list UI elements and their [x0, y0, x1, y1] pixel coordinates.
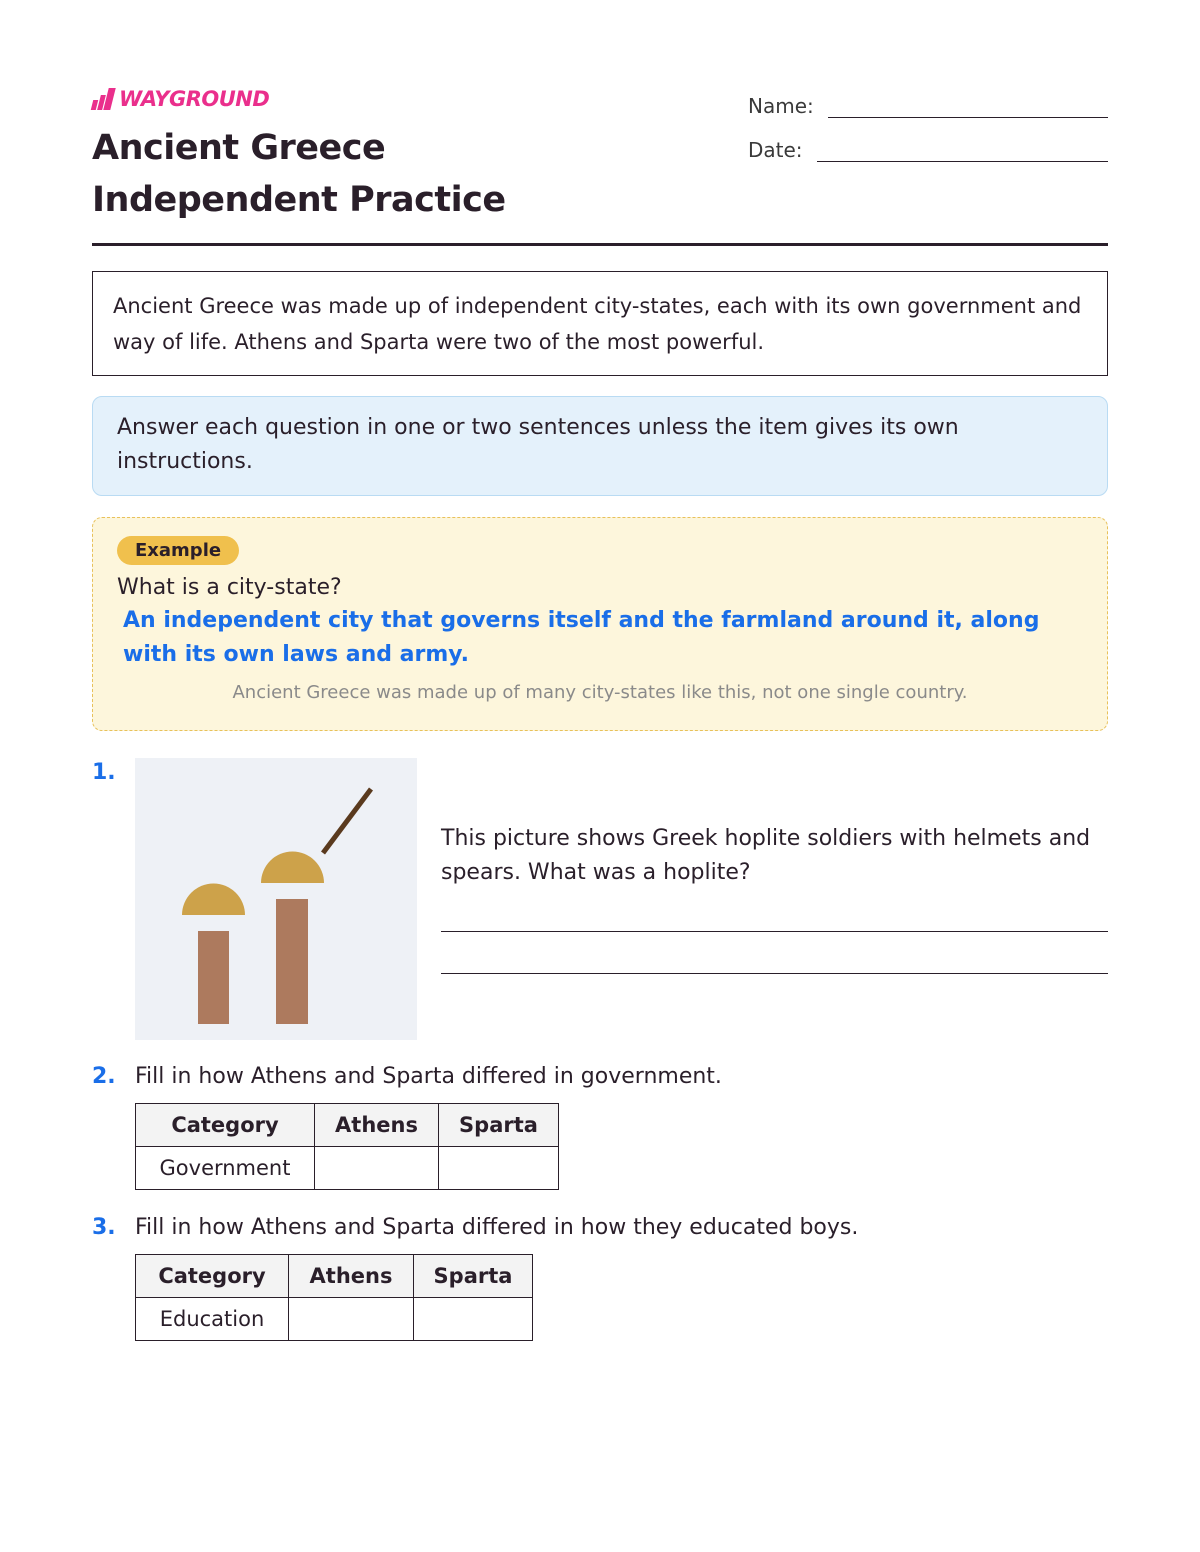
table-row	[136, 1298, 533, 1341]
athens-answer-cell[interactable]	[289, 1298, 414, 1341]
example-answer: An independent city that governs itself and the farmland around it, along with its own laws and army.	[123, 608, 1040, 667]
helmet-shape-left	[182, 884, 245, 916]
instructions-box: Answer each question in one or two sentences unless the item gives its own instructions.	[92, 396, 1108, 496]
example-box	[92, 517, 1108, 731]
example-badge: Example	[117, 536, 239, 565]
name-label: Name:	[748, 94, 814, 118]
column-header-athens: Athens	[289, 1255, 414, 1298]
header-divider	[92, 243, 1108, 246]
column-header-athens: Athens	[315, 1104, 439, 1147]
government-table	[135, 1103, 559, 1190]
table-row	[136, 1147, 559, 1190]
hoplite-illustration	[135, 758, 417, 1040]
intro-passage: Ancient Greece was made up of independent city-states, each with its own government and way of life. Athens and Sparta were two of the most powerful.	[92, 271, 1108, 376]
column-header-category: Category	[136, 1104, 315, 1147]
question-3-number: 3.	[92, 1215, 116, 1240]
example-question: What is a city-state?	[117, 575, 342, 600]
example-note: Ancient Greece was made up of many city-states like this, not one single country.	[232, 682, 968, 703]
table-header-row	[136, 1255, 533, 1298]
education-table	[135, 1254, 533, 1341]
name-line[interactable]	[828, 94, 1108, 118]
date-label: Date:	[748, 138, 803, 162]
column-header-category: Category	[136, 1255, 289, 1298]
hoplite-picture	[135, 758, 417, 1040]
question-3-text: Fill in how Athens and Sparta differed in how they educated boys.	[135, 1215, 859, 1240]
table-header-row	[136, 1104, 559, 1147]
brand-logo-icon	[92, 88, 113, 110]
answer-line-1[interactable]	[441, 931, 1108, 932]
question-2-number: 2.	[92, 1064, 116, 1089]
name-date-fields	[748, 88, 1108, 162]
page-title: Ancient Greece Independent Practice	[92, 128, 506, 220]
sparta-answer-cell[interactable]	[414, 1298, 533, 1341]
row-label-education: Education	[136, 1298, 289, 1341]
helmet-shape-right	[261, 852, 324, 884]
question-1-text: This picture shows Greek hoplite soldiers with helmets and spears. What was a hoplite?	[441, 826, 1091, 885]
question-1-number: 1.	[92, 760, 116, 785]
brand-name: WAYGROUND	[119, 87, 270, 111]
column-header-sparta: Sparta	[414, 1255, 533, 1298]
column-header-sparta: Sparta	[439, 1104, 559, 1147]
spear-shape	[323, 789, 371, 853]
date-line[interactable]	[817, 138, 1108, 162]
question-2-text: Fill in how Athens and Sparta differed in government.	[135, 1064, 722, 1089]
name-field[interactable]	[748, 88, 1108, 118]
row-label-government: Government	[136, 1147, 315, 1190]
soldier-body-right	[276, 899, 308, 1024]
sparta-answer-cell[interactable]	[439, 1147, 559, 1190]
answer-line-2[interactable]	[441, 973, 1108, 974]
soldier-body-left	[198, 931, 229, 1024]
date-field[interactable]	[748, 132, 1108, 162]
athens-answer-cell[interactable]	[315, 1147, 439, 1190]
